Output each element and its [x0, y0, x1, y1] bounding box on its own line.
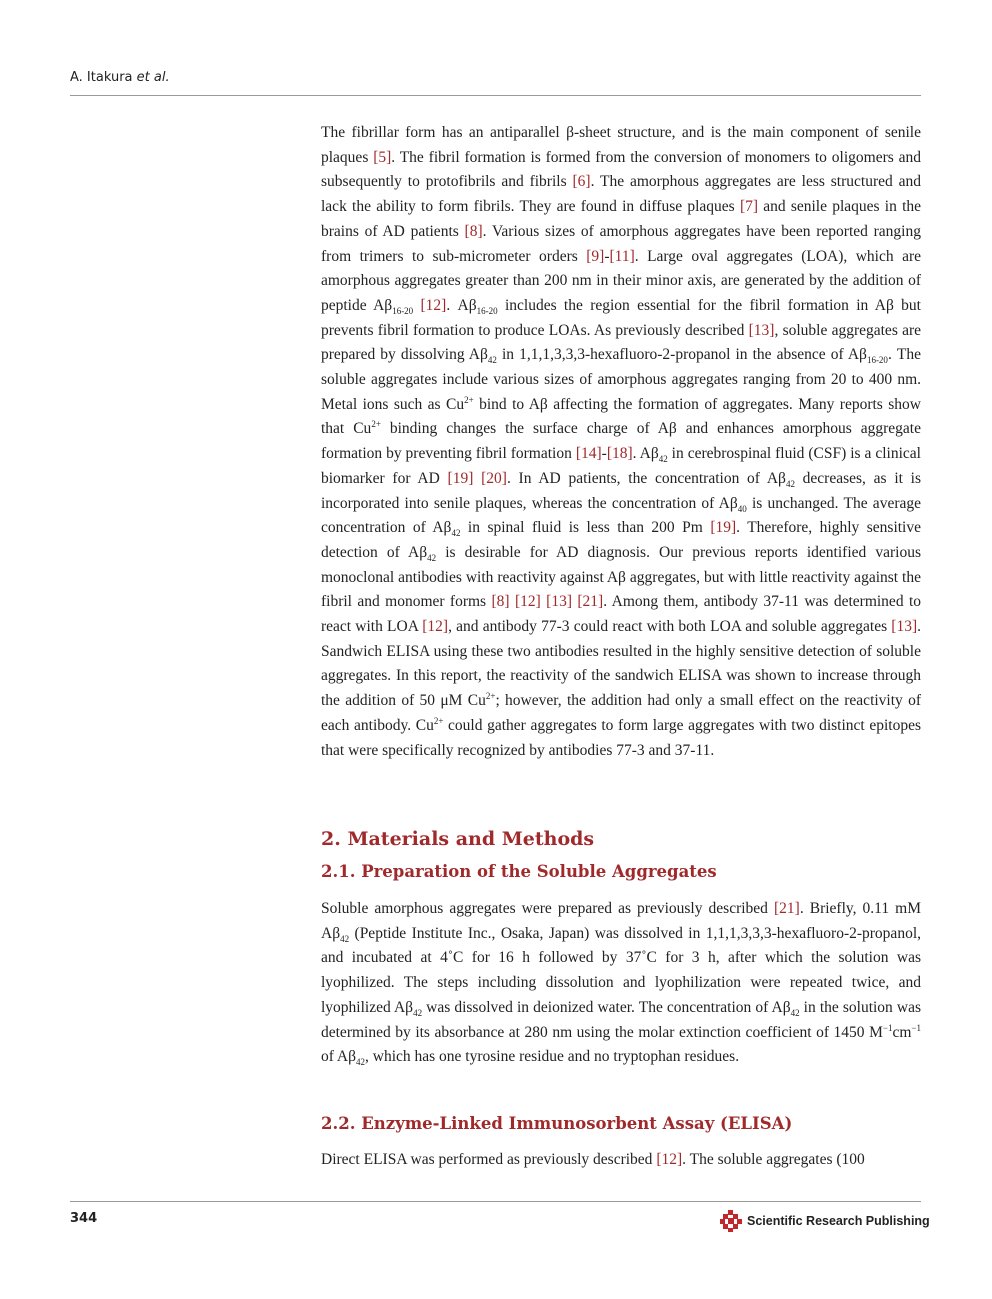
methods-paragraph-2	[321, 1148, 921, 1173]
publisher-logo	[720, 1208, 930, 1234]
header-etal: et al.	[136, 70, 170, 85]
paragraph-3: Direct ELISA was performed as previously described [12]. The soluble aggregates (100	[321, 1151, 865, 1168]
subsection-title-2-1: 2.1. Preparation of the Soluble Aggregates	[321, 862, 717, 881]
publisher-name: Scientific Research Publishing	[747, 1214, 930, 1228]
footer-rule	[70, 1201, 921, 1202]
paragraph-2: Soluble amorphous aggregates were prepared as previously described [21]. Briefly, 0.11 mM $A\beta_{42}$ (Peptide Institute Inc., Osaka, Japan) was dissolved in 1,1,1,3,3,3-hexafluoro-2-propanol, and incubated at 4˚C for 16 h followed by 37˚C for 3 h, after which the solution was lyophilized. The steps including dissolution and lyophilization were repeated twice, and lyophilized $A\beta_{42}$ was dissolved in deionized water. The concentration of $A\beta_{42}$ in the solution was determined by its absorbance at 280 nm using the molar extinction coefficient of 1450 $M^{-1}cm^{-1}$ of $A\beta_{42}$, which has one tyrosine residue and no tryptophan residues.	[321, 900, 921, 1068]
page-number: 344	[70, 1211, 98, 1226]
methods-paragraph-1	[321, 897, 921, 1070]
section-title: 2. Materials and Methods	[321, 828, 595, 850]
paragraph-1: The fibrillar form has an antiparallel β-sheet structure, and is the main component of senile plaques [5]. The fibril formation is formed from the conversion of monomers to oligomers and subsequently to protofibrils and fibrils [6]. The amorphous aggregates are less structured and lack the ability to form fibrils. They are found in diffuse plaques [7] and senile plaques in the brains of AD patients [8]. Various sizes of amorphous aggregates have been reported ranging from trimers to sub-micrometer orders [9]-[11]. Large oval aggregates (LOA), which are amorphous aggregates greater than 200 nm in their minor axis, are generated by the addition of peptide $A\beta_{16-20}$ [12]. $A\beta_{16-20}$ includes the region essential for the fibril formation in Aβ but prevents fibril formation to produce LOAs. As previously described [13], soluble aggregates are prepared by dissolving $A\beta_{42}$ in 1,1,1,3,3,3-hexafluoro-2-propanol in the absence of $A\beta_{16-20}$. The soluble aggregates include various sizes of amorphous aggregates ranging from 20 to 400 nm. Metal ions such as $Cu^{2+}$ bind to Aβ affecting the formation of aggregates. Many reports show that $Cu^{2+}$ binding changes the surface charge of Aβ and enhances amorphous aggregate formation by preventing fibril formation [14]-[18]. $A\beta_{42}$ in cerebrospinal fluid (CSF) is a clinical biomarker for AD [19] [20]. In AD patients, the concentration of $A\beta_{42}$ decreases, as it is incorporated into senile plaques, whereas the concentration of $A\beta_{40}$ is unchanged. The average concentration of $A\beta_{42}$ in spinal fluid is less than 200 Pm [19]. Therefore, highly sensitive detection of $A\beta_{42}$ is desirable for AD diagnosis. Our previous reports identified various monoclonal antibodies with reactivity against Aβ aggregates, but with little reactivity against the fibril and monomer forms [8] [12] [13] [21]. Among them, antibody 37-11 was determined to react with LOA [12], and antibody 77-3 could react with both LOA and soluble aggregates [13]. Sandwich ELISA using these two antibodies resulted in the highly sensitive detection of soluble aggregates. In this report, the reactivity of the sandwich ELISA was shown to increase through the addition of 50 μM $Cu^{2+}$; however, the addition had only a small effect on the reactivity of each antibody. $Cu^{2+}$ could gather aggregates to form large aggregates with two distinct epitopes that were specifically recognized by antibodies 77-3 and 37-11.	[321, 124, 922, 759]
running-header	[70, 70, 170, 85]
subsection-title-2-2: 2.2. Enzyme-Linked Immunosorbent Assay (ELISA)	[321, 1114, 793, 1133]
intro-paragraph	[321, 121, 921, 763]
header-author: A. Itakura	[70, 70, 133, 85]
scirp-logo-icon	[720, 1210, 742, 1232]
header-rule	[70, 95, 921, 96]
